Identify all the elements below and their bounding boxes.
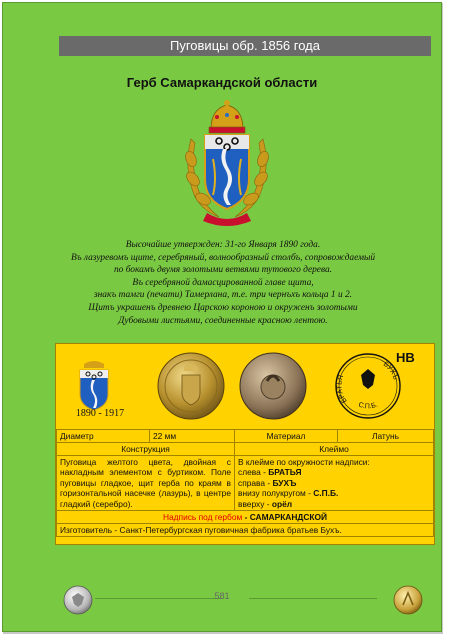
hb-badge: НВ <box>396 350 415 365</box>
arms-description <box>23 239 423 327</box>
table-row <box>57 456 434 511</box>
mark-line: слева - БРАТЬЯ <box>238 467 302 478</box>
silver-eagle-button-icon <box>63 585 93 615</box>
maker-mark-stamp <box>333 351 403 421</box>
eagle-icon <box>361 369 375 389</box>
svg-text:С.П.Б. <box>357 402 379 411</box>
description-line: Въ лазуревомъ щите, серебряный, волнообразный столбъ, сопровождаемый <box>70 252 376 263</box>
description-line: Въ серебряной дамасцированной главе щита, <box>132 277 314 288</box>
manufacturer: Изготовитель - Санкт-Петербургская пуговичная фабрика братьев Бухъ. <box>57 524 434 537</box>
section-heading: Герб Самаркандской области <box>126 75 318 90</box>
description-line: по бокамъ двумя золотыми ветвями тутового дерева. <box>113 265 333 276</box>
samarkand-coat-of-arms-image <box>181 99 273 229</box>
mark-label: Клеймо <box>235 443 434 456</box>
description-line: Высочайше утвержден: 31-го Января 1890 года. <box>125 240 321 250</box>
construction-text: Пуговица желтого цвета, двойная с накладным элементом с буртиком. Поле пуговицы гладкое, щит герба по краям в горизонтальной насечке (лазурь), в центре гладкий (серебро). <box>57 456 235 511</box>
mark-line: справа - БУХЪ <box>238 477 297 488</box>
page-number: 581 <box>214 591 230 601</box>
button-back-photo <box>238 351 308 421</box>
stamp-text-right: БУХЪ <box>381 360 399 381</box>
under-arms-label: Надпись под гербом <box>162 512 243 523</box>
button-spec-card <box>55 343 435 545</box>
small-coat-of-arms-icon <box>74 358 114 414</box>
card-images-row <box>56 344 434 429</box>
table-row <box>57 511 434 524</box>
shield-icon <box>205 135 249 209</box>
description-line: Щитъ украшенъ древнею Царскою короною и окруженъ золотыми <box>88 302 358 313</box>
under-arms-inscription <box>57 511 434 524</box>
mark-description <box>235 456 434 511</box>
button-front-photo <box>156 351 226 421</box>
gold-monogram-button-icon <box>393 585 423 615</box>
material-label: Материал <box>235 430 338 443</box>
under-arms-value: - САМАРКАНДСКОЙ <box>242 512 328 523</box>
description-line: знакъ тамги (печати) Тамерлана, т.е. три чернъхъ кольца 1 и 2. <box>93 290 353 301</box>
table-row <box>57 430 434 443</box>
red-ribbon-icon <box>203 213 251 226</box>
description-line: Дубовыми листьями, соединенные красною лентою. <box>118 315 328 326</box>
construction-label: Конструкция <box>57 443 235 456</box>
material-value: Латунь <box>338 430 434 443</box>
spec-table <box>56 429 434 537</box>
years-label: 1890 - 1917 <box>75 408 125 419</box>
diameter-label: Диаметр <box>57 430 150 443</box>
table-row <box>57 443 434 456</box>
page-title-bar: Пуговицы обр. 1856 года <box>59 36 431 56</box>
mark-line: В клейме по окружности надписи: <box>238 457 370 467</box>
mark-line: вверху - орёл <box>238 498 293 509</box>
diameter-value: 22 мм <box>150 430 235 443</box>
stamp-text-bottom: С.П.Б. <box>357 401 379 411</box>
stamp-text-left: БРАТЬЯ <box>336 374 349 405</box>
crown-icon <box>209 100 245 133</box>
svg-text:БРАТЬЯ <box>336 374 348 404</box>
table-row <box>57 524 434 537</box>
mark-line: внизу полукругом - С.П.Б. <box>238 488 339 499</box>
catalog-page <box>2 2 442 632</box>
